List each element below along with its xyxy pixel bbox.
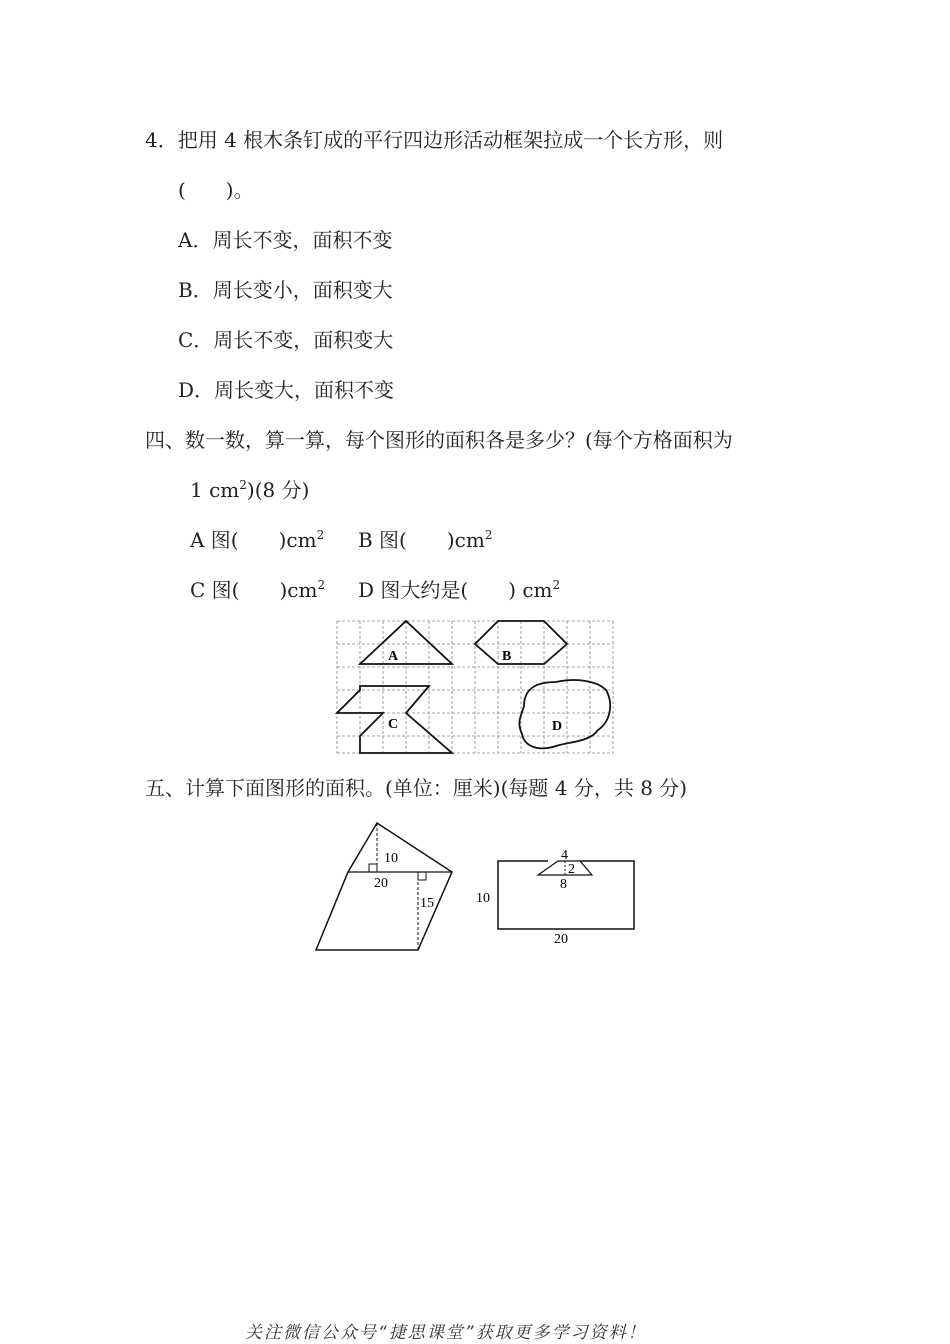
figure2-height-label: 10	[476, 891, 490, 906]
shape-d-label: D	[552, 719, 563, 734]
q4-option-d: D．周长变大，面积不变	[178, 378, 395, 402]
section4-unit: 1 $cm^2)(8$ 分)	[190, 478, 310, 502]
section5-title: 五、计算下面图形的面积。(单位：厘米)(每题 4 分，共 8 分)	[145, 776, 688, 800]
figure1	[312, 818, 457, 954]
footer-note: 关注微信公众号“捷思课堂”获取更多学习资料！	[245, 1323, 647, 1343]
answer-b: B 图( )$cm^2$	[358, 528, 493, 552]
figure1-h1-label: 10	[384, 851, 398, 866]
q4-stem: 4．把用 4 根木条钉成的平行四边形活动框架拉成一个长方形，则	[145, 128, 724, 152]
figure2-width-label: 20	[554, 932, 568, 947]
q4-blank: ( )。	[178, 178, 254, 202]
answer-d: D 图大约是( ) $cm^2$	[358, 578, 561, 602]
shape-c-label: C	[388, 717, 399, 732]
figure2-bottom-label: 8	[560, 877, 567, 892]
figure1-h2-label: 15	[420, 896, 434, 911]
answer-a: A 图( )$cm^2$	[190, 528, 325, 552]
right-angle-mark-1	[369, 864, 377, 872]
figure2-trapezoid	[538, 861, 592, 875]
shape-b-label: B	[502, 649, 512, 664]
figure2-top-label: 4	[561, 848, 568, 863]
answer-c: C 图( )$cm^2$	[190, 578, 326, 602]
q4-option-a: A．周长不变，面积不变	[178, 228, 393, 252]
right-angle-mark-2	[418, 872, 426, 880]
q4-option-c: C．周长不变，面积变大	[178, 328, 394, 352]
grid-figure	[334, 618, 616, 756]
shape-a-label: A	[388, 649, 399, 664]
figure2-h-label: 2	[568, 862, 575, 877]
q4-option-b: B．周长变小，面积变大	[178, 278, 393, 302]
grid-lines	[337, 621, 613, 753]
figure2	[470, 842, 640, 952]
figure2-outline	[498, 861, 634, 929]
section4-title: 四、数一数，算一算，每个图形的面积各是多少？(每个方格面积为	[145, 428, 733, 452]
figure1-base-label: 20	[374, 876, 388, 891]
